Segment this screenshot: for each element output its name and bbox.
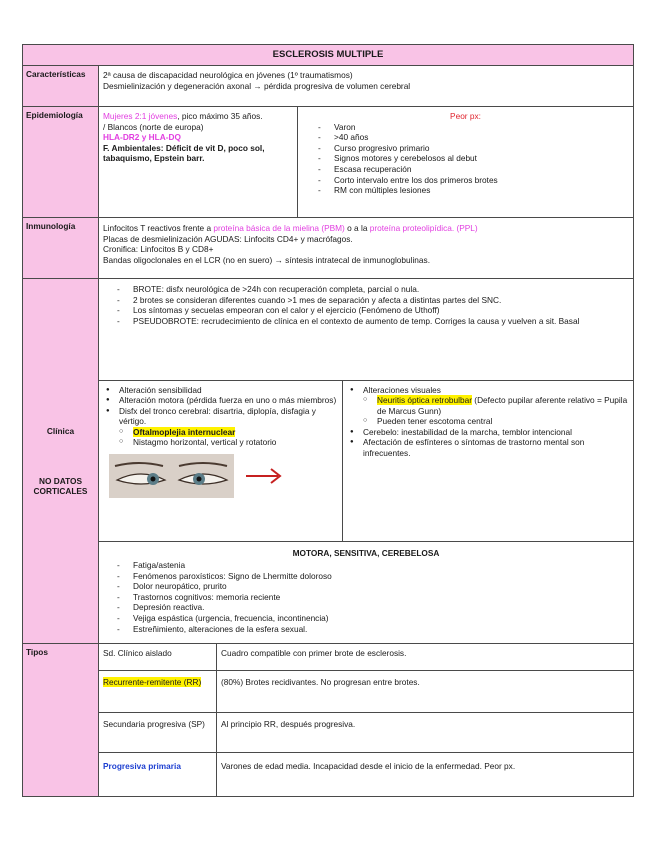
pbm-term: proteína básica de la mielina (PBM) [213,223,345,233]
clinica-right-list [347,385,629,396]
ppl-term: proteína proteolipídica. (PPL) [369,223,478,233]
motora-block [99,541,633,644]
list-item: - Depresión reactiva. [111,602,629,613]
brote-list [103,284,629,326]
clinica-right-sublist [347,395,629,427]
eyes-image [109,454,234,498]
list-item: - Vejiga espástica (urgencia, frecuencia, incontinencia) [111,613,629,624]
oftalmoplejia-highlight: Oftalmoplejia internuclear [133,426,236,437]
row-clinica [23,278,633,643]
epi-peak-age: , pico máximo 35 años. [177,111,263,121]
tipo-name-cell [99,670,217,712]
content-inmunologia [99,218,633,278]
epi-right [298,107,633,217]
peor-px-list [302,122,629,196]
row-epidemiologia [23,106,633,217]
list-item [103,427,338,438]
neuritis-desc: (Defecto pupilar aferente relativo = Pupila de Marcus Gunn) [377,395,628,416]
clinica-left [99,381,343,541]
motora-title: MOTORA, SENSITIVA, CEREBELOSA [292,547,440,558]
list-item: - Los síntomas y secuelas empeoran con el calor y el ejercicio (Fenómeno de Uthoff) [111,305,629,316]
inmuno-text: o a la [344,223,370,233]
content-caracteristicas [99,66,633,106]
list-item: - Corto intervalo entre los dos primeros brotes [312,175,629,186]
arrow-right-icon [244,466,284,486]
tipo-desc: Al principio RR, después progresiva. [217,712,633,752]
list-item: - Escasa recuperación [312,164,629,175]
list-item: - Varon [312,122,629,133]
epi-left [99,107,298,217]
list-item: ● Afectación de esfínteres o síntomas de trastorno mental son infrecuentes. [347,437,629,458]
label-no-datos-corticales: NO DATOS CORTICALES [33,476,88,496]
epi-sex-ratio: Mujeres 2:1 jóvenes [103,111,178,121]
row-tipos [23,643,633,796]
page-title: ESCLEROSIS MULTIPLE [272,49,384,60]
tipo-name-pp: Progresiva primaria [99,752,217,796]
tipo-name: Secundaria progresiva (SP) [99,712,217,752]
list-item: ● Alteración sensibilidad [103,385,338,396]
list-item [347,395,629,416]
peor-px-title: Peor px: [450,111,481,121]
inmuno-line-4: Bandas oligoclonales en el LCR (no en suero) → síntesis intratecal de inmunoglobulinas. [103,254,430,265]
list-item: ● Cerebelo: inestabilidad de la marcha, temblor intencional [347,427,629,438]
tipos-table [99,644,633,796]
tipo-name-rr: Recurrente-remitente (RR) [103,677,202,687]
content-clinica [99,279,633,643]
label-caracteristicas: Características [23,66,99,106]
tipo-name: Sd. Clínico aislado [99,644,217,670]
list-item: - Curso progresivo primario [312,143,629,154]
title-row [23,45,633,65]
brote-block [99,279,633,380]
label-tipos: Tipos [23,644,99,796]
clinica-right [343,381,633,541]
epi-line-2: / Blancos (norte de europa) [103,121,204,132]
label-clinica-cell [23,279,99,643]
list-item: - BROTE: disfx neurológica de >24h con recuperación completa, parcial o nula. [111,284,629,295]
list-item: - Estreñimiento, alteraciones de la esfera sexual. [111,624,629,635]
list-item: ● Alteración motora (pérdida fuerza en uno o más miembros) [103,395,338,406]
epi-ambientales: F. Ambientales: Déficit de vit D, poco sol, tabaquismo, Epstein barr. [103,142,265,164]
epi-line-1 [103,111,293,122]
row-caracteristicas [23,65,633,106]
label-clinica: Clínica [46,426,75,436]
list-item: - Fenómenos paroxísticos: Signo de Lhermitte doloroso [111,571,629,582]
list-item: ● Disfx del tronco cerebral: disartria, diplopía, disfagia y vértigo. [103,406,338,427]
document-table [22,44,634,797]
list-item: - Trastornos cognitivos: memoria reciente [111,592,629,603]
inmuno-line-1 [103,223,629,234]
caract-line-1: 2ª causa de discapacidad neurológica en jóvenes (1º traumatismos) [103,70,353,80]
caract-line-2: Desmielinización y degeneración axonal → pérdida progresiva de volumen cerebral [103,80,411,91]
list-item: ○ Nistagmo horizontal, vertical y rotatorio [103,437,338,448]
inmuno-line-3: Cronifica: Linfocitos B y CD8+ [103,244,214,255]
tipo-desc: Cuadro compatible con primer brote de esclerosis. [221,648,407,658]
motora-list [103,560,629,634]
clinica-right-list-2 [347,427,629,459]
list-item: - Signos motores y cerebelosos al debut [312,153,629,164]
row-inmunologia [23,217,633,278]
list-item: - >40 años [312,132,629,143]
list-item: - PSEUDOBROTE: recrudecimiento de clínica en el contexto de aumento de temp. Corriges la causa y vuelven a sit. Basal [111,316,629,327]
inmuno-line-2: Placas de desmielinización AGUDAS: Linfocits CD4+ y macrófagos. [103,233,353,244]
epi-hla: HLA-DR2 y HLA-DQ [103,132,181,143]
list-item: - RM con múltiples lesiones [312,185,629,196]
epidemiologia-split [99,107,633,217]
list-item: - Dolor neuropático, prurito [111,581,629,592]
list-item: ○ Pueden tener escotoma central [347,416,629,427]
tipo-desc: Varones de edad media. Incapacidad desde el inicio de la enfermedad. Peor px. [217,752,633,796]
label-inmunologia: Inmunología [23,218,99,278]
eyes-illustration [109,454,338,498]
clinica-split [99,380,633,541]
clinica-left-sublist [103,427,338,448]
tipo-desc: (80%) Brotes recidivantes. No progresan entre brotes. [217,670,633,712]
list-item: - 2 brotes se consideran diferentes cuando >1 mes de separación y afecta a distintas partes del SNC. [111,295,629,306]
list-item: ● Alteraciones visuales [347,385,629,396]
label-epidemiologia: Epidemiología [23,107,99,217]
list-item: - Fatiga/astenia [111,560,629,571]
inmuno-text: Linfocitos T reactivos frente a [103,223,214,233]
clinica-left-list [103,385,338,427]
neuritis-highlight: Neuritis óptica retrobulbar [377,395,472,406]
